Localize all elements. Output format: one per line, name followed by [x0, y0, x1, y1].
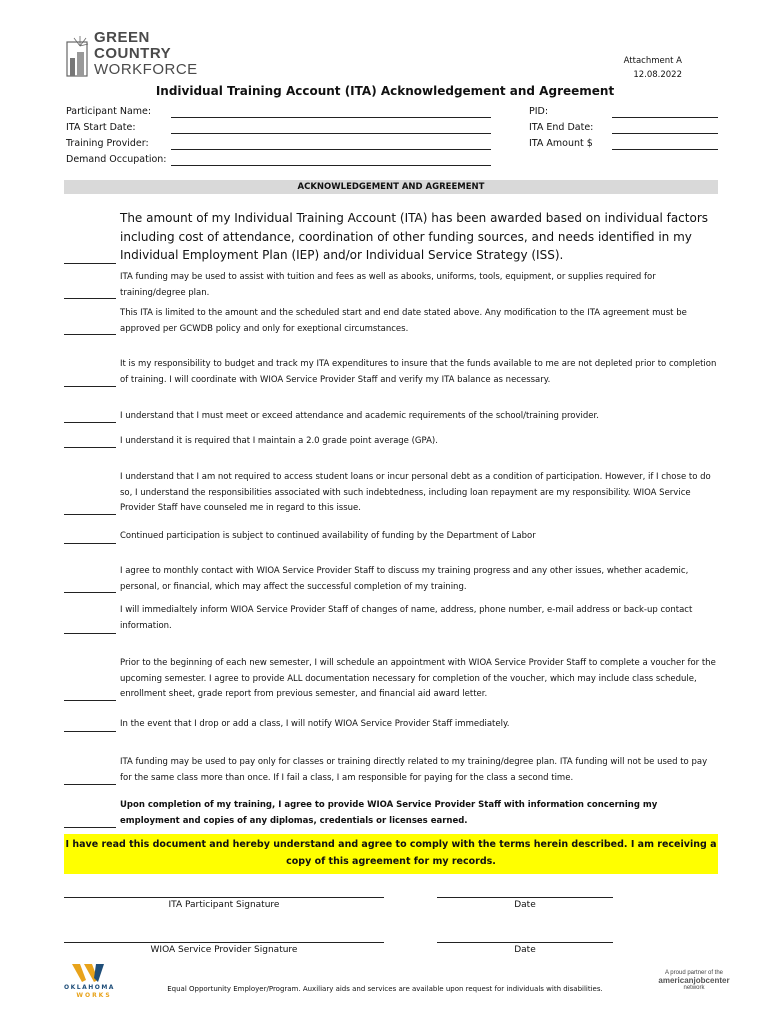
ita-amount-field[interactable] [612, 149, 718, 150]
provider-date-line[interactable] [437, 942, 613, 943]
participant-date-label: Date [514, 900, 536, 910]
attachment-date: 12.08.2022 [633, 70, 682, 80]
participant-signature-label: ITA Participant Signature [168, 900, 280, 910]
agreement-item-5: I understand that I must meet or exceed attendance and academic requirements of the school/training provider. [120, 411, 599, 421]
field-label-participant-name: Participant Name: [66, 106, 152, 117]
training-provider-field[interactable] [171, 149, 491, 150]
participant-name-field[interactable] [171, 117, 491, 118]
logo-line-1: GREEN [94, 29, 150, 46]
initial-field-1[interactable] [64, 263, 116, 264]
initial-field-11[interactable] [64, 700, 116, 701]
american-job-center-logo [654, 970, 734, 1002]
provider-signature-label: WIOA Service Provider Signature [150, 945, 298, 955]
field-label-ita-end-date: ITA End Date: [529, 122, 594, 133]
initial-field-14[interactable] [64, 827, 116, 828]
agreement-item-11: Prior to the beginning of each new semester, I will schedule an appointment with WIOA Service Provider Staff to complete a voucher for the upcoming semester. I agree to provide ALL documentation necessary for completion of the voucher, which may include class schedule, enrollment sheet, grade report from previous semester, and financial aid award letter. [120, 658, 716, 699]
footer-text: Equal Opportunity Employer/Program. Auxiliary aids and services are available upon request for individuals with disabilities. [167, 985, 603, 993]
field-label-pid: PID: [529, 106, 549, 117]
agreement-item-2: ITA funding may be used to assist with tuition and fees as well as abooks, uniforms, tools, equipment, or supplies required for training/degree plan. [120, 272, 656, 298]
section-header: ACKNOWLEDGEMENT AND AGREEMENT [64, 180, 718, 194]
field-label-ita-amount: ITA Amount $ [529, 138, 593, 149]
document-title: Individual Training Account (ITA) Acknowledgement and Agreement [155, 84, 615, 98]
logo-line-3: WORKFORCE [94, 61, 198, 78]
pid-field[interactable] [612, 117, 718, 118]
ajc-line-2: americanjobcenter [658, 976, 730, 985]
logo-line-2: COUNTRY [94, 45, 172, 62]
initial-field-3[interactable] [64, 334, 116, 335]
ajc-line-3: network [683, 985, 705, 991]
initial-field-7[interactable] [64, 514, 116, 515]
initial-field-8[interactable] [64, 543, 116, 544]
field-label-ita-start-date: ITA Start Date: [66, 122, 136, 133]
agreement-item-1: The amount of my Individual Training Account (ITA) has been awarded based on individual factors including cost of attendance, coordination of other funding sources, and needs identified in my Individual Employment Plan (IEP) and/or Individual Service Strategy (ISS). [120, 211, 709, 262]
provider-signature-line[interactable] [64, 942, 384, 943]
agreement-item-4: It is my responsibility to budget and track my ITA expenditures to insure that the funds available to me are not depleted prior to completion of training. I will coordinate with WIOA Service Provider Staff and verify my ITA balance as necessary. [120, 359, 717, 385]
attachment-label: Attachment A [623, 56, 682, 66]
provider-date-label: Date [514, 945, 536, 955]
initial-field-10[interactable] [64, 633, 116, 634]
ok-logo-line-2: WORKS [76, 992, 112, 999]
attachment-info [624, 54, 682, 82]
initial-field-4[interactable] [64, 386, 116, 387]
agreement-item-12: In the event that I drop or add a class, I will notify WIOA Service Provider Staff immediately. [120, 719, 510, 729]
participant-signature-line[interactable] [64, 897, 384, 898]
agreement-item-6: I understand it is required that I maintain a 2.0 grade point average (GPA). [120, 436, 438, 446]
initial-field-2[interactable] [64, 298, 116, 299]
initial-field-12[interactable] [64, 731, 116, 732]
agreement-item-7: I understand that I am not required to access student loans or incur personal debt as a condition of participation. However, if I chose to do so, I understand the responsibilities associated with such indebtedness, including loan repayment are my responsibility. WIOA Service Provider Staff have counseled me in regard to this issue. [120, 472, 711, 513]
acknowledgement-statement: I have read this document and hereby understand and agree to comply with the terms herein described. I am receiving a copy of this agreement for my records. [64, 834, 718, 874]
agreement-item-14: Upon completion of my training, I agree to provide WIOA Service Provider Staff with information concerning my employment and copies of any diplomas, credentials or licenses earned. [120, 800, 658, 826]
participant-date-line[interactable] [437, 897, 613, 898]
initial-field-13[interactable] [64, 784, 116, 785]
agreement-item-10: I will immedialtely inform WIOA Service Provider Staff of changes of name, address, phone number, e-mail address or back-up contact information. [120, 605, 693, 631]
initial-field-9[interactable] [64, 592, 116, 593]
agreement-item-13: ITA funding may be used to pay only for classes or training directly related to my training/degree plan. ITA funding will not be used to pay for the same class more than once. If I fail a class, I am responsible for paying for the class a second time. [120, 757, 708, 783]
oklahoma-works-icon [72, 964, 112, 982]
agreement-item-8: Continued participation is subject to continued availability of funding by the Department of Labor [120, 531, 536, 541]
oklahoma-works-logo [64, 964, 124, 1004]
ajc-line-1: A proud partner of the [664, 970, 724, 976]
initial-field-5[interactable] [64, 422, 116, 423]
building-sunburst-icon [66, 32, 90, 78]
agreement-item-3: This ITA is limited to the amount and the scheduled start and end date stated above. Any modification to the ITA agreement must be approved per GCWDB policy and only for exeptional circumstances. [120, 308, 687, 334]
field-label-training-provider: Training Provider: [66, 138, 149, 149]
agreement-item-9: I agree to monthly contact with WIOA Service Provider Staff to discuss my training progress and any other issues, whether academic, personal, or financial, which may affect the successful completion of my training. [120, 566, 689, 592]
ok-logo-line-1: OKLAHOMA [64, 984, 115, 991]
ita-end-date-field[interactable] [612, 133, 718, 134]
field-label-demand-occupation: Demand Occupation: [66, 154, 167, 165]
ita-start-date-field[interactable] [171, 133, 491, 134]
green-country-workforce-logo [66, 29, 198, 80]
initial-field-6[interactable] [64, 447, 116, 448]
demand-occupation-field[interactable] [171, 165, 491, 166]
